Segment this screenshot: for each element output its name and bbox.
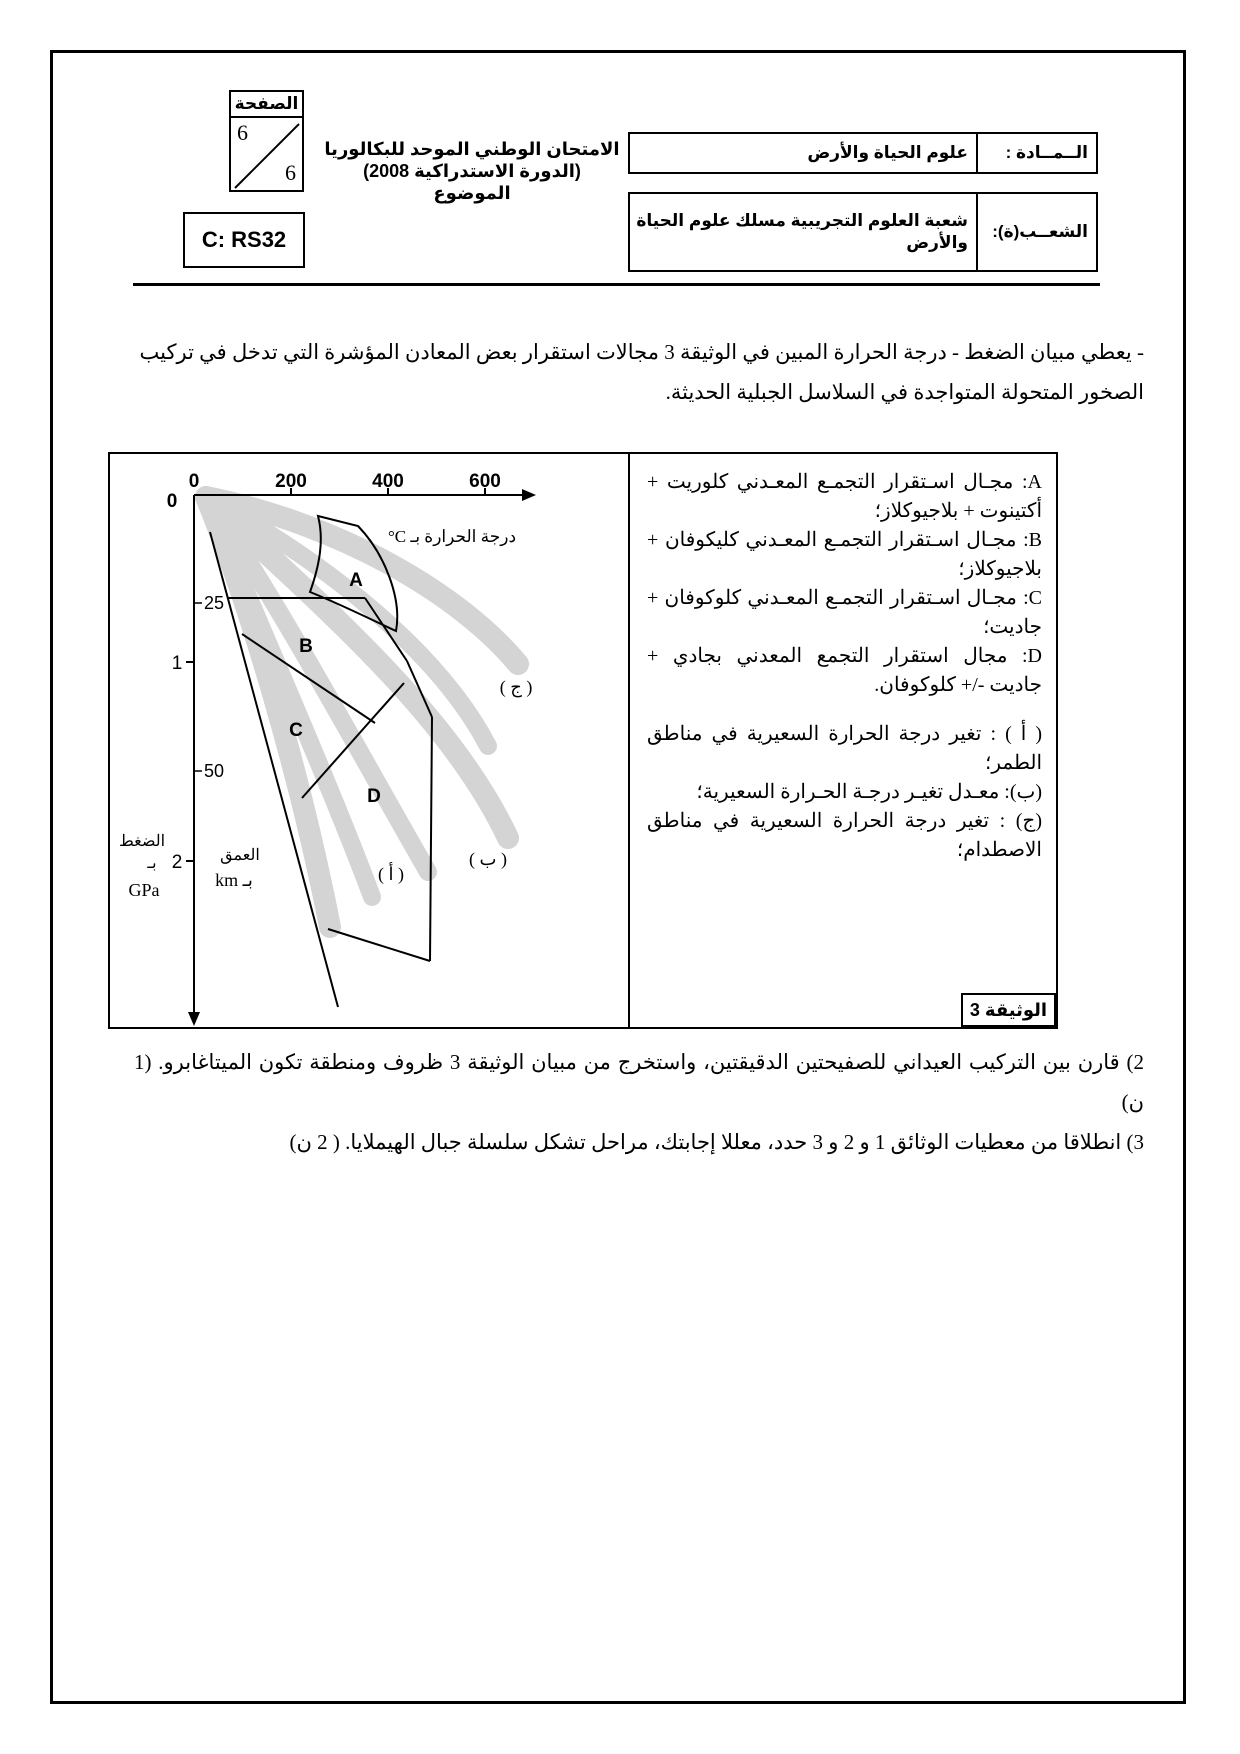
depth-axis-label-2: بـ km bbox=[215, 870, 253, 890]
curve-c-label: ( ج ) bbox=[499, 677, 533, 697]
zone-d-label: D bbox=[367, 786, 381, 807]
pressure-tick-label-0: 0 bbox=[166, 491, 178, 512]
subject-box bbox=[628, 132, 1098, 174]
legend-zone-c: C: مجـال اسـتقرار التجمـع المعـدني كلوكوفان + جاديت؛ bbox=[647, 587, 1042, 638]
legend-curve-a: ( أ ) : تغير درجة الحرارة السعيرية في مناطق الطمر؛ bbox=[647, 723, 1042, 774]
temperature-axis-label: درجة الحرارة بـ C° bbox=[387, 527, 517, 546]
exam-title-line2: (الدورة الاستدراكية 2008) bbox=[363, 161, 581, 181]
question-3: 3) انطلاقا من معطيات الوثائق 1 و 2 و 3 حدد، معللا إجابتك، مراحل تشكل سلسلة جبال الهيملايا. ( 2 ن) bbox=[289, 1130, 1144, 1154]
question-2: 2) قارن بين التركيب العيداني للصفيحتين الدقيقتين، واستخرج من مبيان الوثيقة 3 ظروف ومنطقة تكون الميتاغابرو. (1 ن) bbox=[134, 1050, 1144, 1114]
zone-bottom bbox=[328, 929, 430, 961]
temp-tick-label-200: 200 bbox=[275, 471, 307, 492]
pressure-axis-label-1: الضغط bbox=[118, 833, 166, 850]
pressure-axis-label-3: GPa bbox=[128, 880, 160, 900]
page-current: 6 bbox=[237, 120, 248, 145]
exam-code: C: RS32 bbox=[183, 212, 305, 268]
document-label: الوثيقة 3 bbox=[961, 993, 1056, 1027]
temperature-axis-arrow bbox=[522, 489, 536, 501]
branch-label: الشعــب(ة): bbox=[976, 194, 1096, 270]
branch-box bbox=[628, 192, 1098, 272]
subject-label: الــمــادة : bbox=[976, 134, 1096, 172]
temp-tick-label-600: 600 bbox=[469, 471, 501, 492]
header-divider bbox=[133, 283, 1100, 286]
legend-zone-b: B: مجـال اسـتقرار التجمـع المعـدني كليكوفان + بلاجيوكلاز؛ bbox=[647, 529, 1042, 580]
subject-value: علوم الحياة والأرض bbox=[807, 143, 968, 162]
zone-a-label: A bbox=[349, 570, 363, 591]
zone-c-label: C bbox=[289, 720, 303, 741]
depth-axis-label-1: العمق bbox=[220, 847, 260, 864]
exam-title-line3: الموضوع bbox=[433, 183, 511, 203]
temp-tick-label-400: 400 bbox=[372, 471, 404, 492]
legend-curve-b: (ب): معـدل تغيـر درجـة الحـرارة السعيرية؛ bbox=[696, 781, 1042, 803]
page-label: الصفحة bbox=[231, 92, 302, 118]
pt-diagram bbox=[110, 454, 628, 1027]
page-number-box bbox=[229, 90, 304, 192]
page-total: 6 bbox=[285, 160, 296, 185]
branch-value: شعبة العلوم التجريبية مسلك علوم الحياة والأرض bbox=[636, 211, 968, 252]
zone-right-lower bbox=[430, 717, 432, 961]
legend-zone-d: D: مجال استقرار التجمع المعدني بجادي + جاديت -/+ كلوكوفان. bbox=[647, 645, 1042, 696]
legend-zone-a: A: مجـال اسـتقرار التجمـع المعـدني كلوريت + أكتينوت + بلاجيوكلاز؛ bbox=[647, 471, 1042, 522]
legend bbox=[647, 468, 1042, 865]
legend-curve-c: (ج) : تغير درجة الحرارة السعيرية في مناطق الاصطدام؛ bbox=[647, 810, 1042, 861]
curve-a-label: ( أ ) bbox=[377, 864, 405, 884]
pressure-axis-label-2: بـ bbox=[147, 855, 157, 872]
depth-tick-label-25: 25 bbox=[204, 593, 225, 613]
zone-b-label: B bbox=[299, 636, 313, 657]
depth-tick-label-50: 50 bbox=[204, 761, 225, 781]
temp-tick-label-0: 0 bbox=[188, 471, 200, 492]
pressure-tick-label-1: 1 bbox=[171, 653, 183, 674]
pressure-axis-arrow bbox=[188, 1012, 200, 1026]
intro-paragraph: - يعطي مبيان الضغط - درجة الحرارة المبين في الوثيقة 3 مجالات استقرار بعض المعادن المؤشرة التي تدخل في تركيب الصخور المتحولة المتواجدة في السلاسل الجبلية الحديثة. bbox=[139, 340, 1144, 404]
pt-diagram-box bbox=[108, 452, 630, 1029]
exam-title-line1: الامتحان الوطني الموحد للبكالوريا bbox=[324, 139, 620, 159]
curve-b-label: ( ب ) bbox=[469, 849, 507, 869]
pressure-tick-label-2: 2 bbox=[171, 852, 183, 873]
legend-box bbox=[628, 452, 1058, 1029]
exam-title bbox=[322, 138, 622, 204]
